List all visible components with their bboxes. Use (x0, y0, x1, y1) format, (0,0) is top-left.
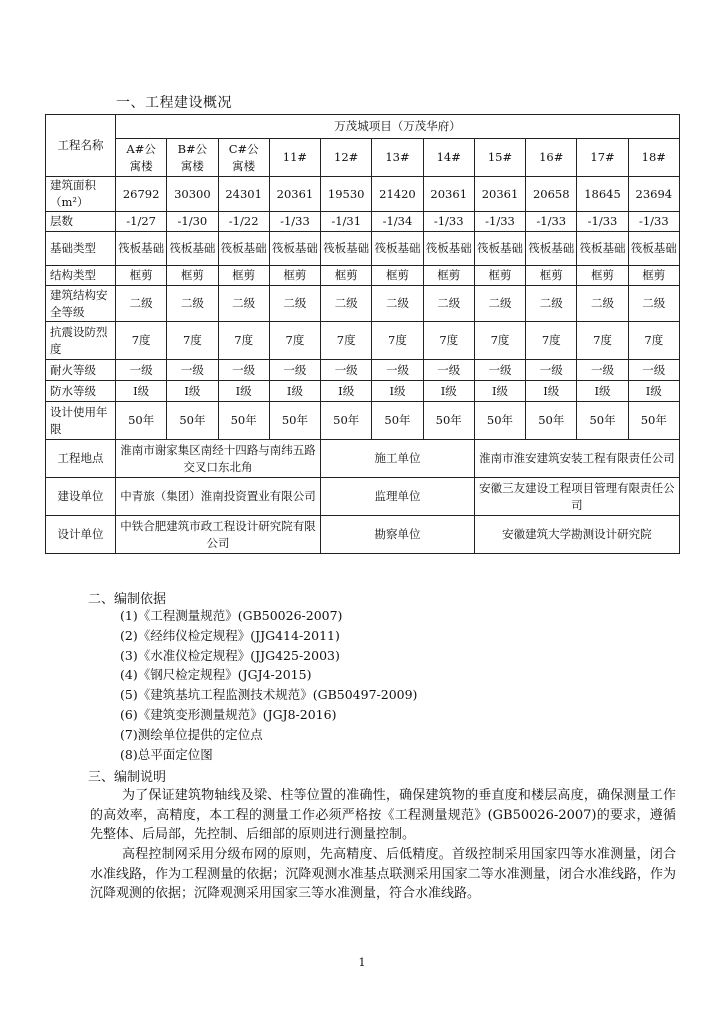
safety-cell: 二级 (372, 286, 423, 322)
fire-cell: 一级 (321, 360, 372, 381)
seismic-cell: 7度 (372, 322, 423, 360)
building-type: 寓楼 (180, 158, 204, 173)
safety-cell: 二级 (577, 286, 628, 322)
water-cell: Ⅰ级 (474, 381, 525, 402)
designer-label: 设计单位 (46, 516, 116, 554)
floors-cell: -1/22 (218, 212, 269, 232)
seismic-cell: 7度 (474, 322, 525, 360)
owner-value: 中青旅（集团）淮南投资置业有限公司 (116, 478, 321, 516)
reference-item: (1)《工程测量规范》(GB50026-2007) (120, 608, 343, 623)
supervisor-label: 监理单位 (321, 478, 475, 516)
survey-label: 勘察单位 (321, 516, 475, 554)
foundation-cell: 筏板基础 (218, 232, 269, 266)
designer-value: 中铁合肥建筑市政工程设计研究院有限公司 (116, 516, 321, 554)
seismic-cell: 7度 (628, 322, 679, 360)
area-cell: 18645 (577, 177, 628, 212)
foundation-cell: 筏板基础 (577, 232, 628, 266)
building-header (474, 139, 525, 177)
contractor-value: 淮南市淮安建筑安装工程有限责任公司 (474, 440, 679, 478)
fire-cell: 一级 (526, 360, 577, 381)
foundation-cell: 筏板基础 (474, 232, 525, 266)
life-cell: 50年 (628, 402, 679, 440)
area-cell: 30300 (167, 177, 218, 212)
reference-item: (3)《水准仪检定规程》(JJG425-2003) (120, 647, 340, 663)
safety-cell: 二级 (167, 286, 218, 322)
paragraph-2: 高程控制网采用分级布网的原则，先高精度、后低精度。首级控制采用国家四等水准测量，闭合水准线路，作为工程测量的依据；沉降观测水准基点联测采用国家二等水准测量，闭合水准线路，作为沉降观测的依据；沉降观测采用国家三等水准测量，符合水准线路。 (90, 847, 676, 902)
structure-cell: 框剪 (526, 266, 577, 286)
building-name: B#公 (177, 141, 208, 156)
foundation-cell: 筏板基础 (116, 232, 167, 266)
paragraph-1: 为了保证建筑物轴线及梁、柱等位置的准确性，确保建筑物的垂直度和楼层高度，确保测量工作的高效率，高精度，本工程的测量工作必须严格按《工程测量规范》(GB50026-2007)的要求，遵循先整体、后局部，先控制、后细部的原则进行测量控制。 (90, 788, 676, 843)
building-header (218, 139, 269, 177)
water-cell: Ⅰ级 (372, 381, 423, 402)
seismic-label: 抗震设防烈度 (46, 322, 116, 360)
foundation-cell: 筏板基础 (423, 232, 474, 266)
life-cell: 50年 (372, 402, 423, 440)
structure-label: 结构类型 (46, 266, 116, 286)
area-cell: 23694 (628, 177, 679, 212)
reference-item: (6)《建筑变形测量规范》(JGJ8-2016) (120, 706, 337, 722)
seismic-cell: 7度 (167, 322, 218, 360)
supervisor-value: 安徽三友建设工程项目管理有限责任公司 (474, 478, 679, 516)
section-2-title: 二、编制依据 (88, 592, 167, 607)
structure-cell: 框剪 (321, 266, 372, 286)
water-cell: Ⅰ级 (321, 381, 372, 402)
page-number: 1 (358, 956, 366, 969)
water-cell: Ⅰ级 (218, 381, 269, 402)
area-cell: 20361 (423, 177, 474, 212)
foundation-label: 基础类型 (46, 232, 116, 266)
water-cell: Ⅰ级 (577, 381, 628, 402)
floors-cell: -1/33 (423, 212, 474, 232)
seismic-cell: 7度 (269, 322, 320, 360)
water-cell: Ⅰ级 (116, 381, 167, 402)
floors-cell: -1/33 (628, 212, 679, 232)
building-header (628, 139, 679, 177)
foundation-cell: 筏板基础 (526, 232, 577, 266)
foundation-cell: 筏板基础 (167, 232, 218, 266)
building-header (116, 139, 167, 177)
area-cell: 24301 (218, 177, 269, 212)
structure-cell: 框剪 (269, 266, 320, 286)
building-header (269, 139, 320, 177)
area-cell: 20361 (474, 177, 525, 212)
section-1-title: 一、工程建设概况 (116, 95, 232, 111)
structure-cell: 框剪 (423, 266, 474, 286)
life-label: 设计使用年限 (46, 402, 116, 440)
structure-cell: 框剪 (167, 266, 218, 286)
reference-item: (8)总平面定位图 (120, 746, 213, 762)
structure-cell: 框剪 (218, 266, 269, 286)
section-3-title: 三、编制说明 (88, 770, 167, 785)
water-cell: Ⅰ级 (526, 381, 577, 402)
floors-cell: -1/33 (526, 212, 577, 232)
life-cell: 50年 (218, 402, 269, 440)
area-cell: 21420 (372, 177, 423, 212)
building-name: C#公 (228, 141, 259, 156)
building-type: 寓楼 (232, 158, 256, 173)
floors-cell: -1/30 (167, 212, 218, 232)
foundation-cell: 筏板基础 (372, 232, 423, 266)
safety-cell: 二级 (628, 286, 679, 322)
building-header (526, 139, 577, 177)
building-name: 13# (385, 150, 410, 164)
project-name-label: 工程名称 (46, 115, 116, 177)
area-cell: 19530 (321, 177, 372, 212)
area-label: 建筑面积（m²） (46, 177, 116, 212)
safety-cell: 二级 (116, 286, 167, 322)
structure-cell: 框剪 (577, 266, 628, 286)
floors-cell: -1/33 (474, 212, 525, 232)
life-cell: 50年 (423, 402, 474, 440)
fire-cell: 一级 (628, 360, 679, 381)
project-title: 万茂城项目（万茂华府） (116, 115, 680, 139)
life-cell: 50年 (116, 402, 167, 440)
structure-cell: 框剪 (628, 266, 679, 286)
foundation-cell: 筏板基础 (269, 232, 320, 266)
life-cell: 50年 (474, 402, 525, 440)
seismic-cell: 7度 (116, 322, 167, 360)
water-cell: Ⅰ级 (167, 381, 218, 402)
life-cell: 50年 (526, 402, 577, 440)
reference-list (120, 606, 417, 764)
seismic-cell: 7度 (526, 322, 577, 360)
owner-label: 建设单位 (46, 478, 116, 516)
building-name: 16# (539, 150, 564, 164)
reference-item: (7)测绘单位提供的定位点 (120, 726, 263, 742)
building-type: 寓楼 (129, 158, 153, 173)
building-name: A#公 (126, 141, 156, 156)
life-cell: 50年 (269, 402, 320, 440)
water-cell: Ⅰ级 (628, 381, 679, 402)
location-value: 淮南市谢家集区南经十四路与南纬五路交叉口东北角 (116, 440, 321, 478)
seismic-cell: 7度 (321, 322, 372, 360)
life-cell: 50年 (167, 402, 218, 440)
seismic-cell: 7度 (423, 322, 474, 360)
seismic-cell: 7度 (218, 322, 269, 360)
floors-cell: -1/33 (577, 212, 628, 232)
structure-cell: 框剪 (116, 266, 167, 286)
building-name: 12# (334, 150, 359, 164)
safety-cell: 二级 (218, 286, 269, 322)
building-header (577, 139, 628, 177)
safety-cell: 二级 (423, 286, 474, 322)
contractor-label: 施工单位 (321, 440, 475, 478)
floors-label: 层数 (46, 212, 116, 232)
fire-cell: 一级 (116, 360, 167, 381)
floors-cell: -1/27 (116, 212, 167, 232)
floors-cell: -1/33 (269, 212, 320, 232)
water-cell: Ⅰ级 (269, 381, 320, 402)
structure-cell: 框剪 (474, 266, 525, 286)
building-header (321, 139, 372, 177)
building-name: 17# (590, 150, 615, 164)
reference-item: (4)《钢尺检定规程》(JGJ4-2015) (120, 667, 312, 683)
fire-label: 耐火等级 (46, 360, 116, 381)
building-header (423, 139, 474, 177)
project-overview-table (45, 114, 680, 554)
area-cell: 20658 (526, 177, 577, 212)
safety-cell: 二级 (321, 286, 372, 322)
water-label: 防水等级 (46, 381, 116, 402)
fire-cell: 一级 (269, 360, 320, 381)
water-cell: Ⅰ级 (423, 381, 474, 402)
reference-item: (5)《建筑基坑工程监测技术规范》(GB50497-2009) (120, 687, 418, 703)
fire-cell: 一级 (167, 360, 218, 381)
survey-value: 安徽建筑大学勘测设计研究院 (474, 516, 679, 554)
life-cell: 50年 (321, 402, 372, 440)
building-name: 11# (282, 150, 308, 164)
location-label: 工程地点 (46, 440, 116, 478)
reference-item: (2)《经纬仪检定规程》(JJG414-2011) (120, 627, 340, 643)
safety-cell: 二级 (474, 286, 525, 322)
safety-cell: 二级 (269, 286, 320, 322)
fire-cell: 一级 (423, 360, 474, 381)
fire-cell: 一级 (218, 360, 269, 381)
floors-cell: -1/31 (321, 212, 372, 232)
building-header (372, 139, 423, 177)
fire-cell: 一级 (474, 360, 525, 381)
building-name: 18# (641, 150, 666, 164)
safety-label: 建筑结构安全等级 (46, 286, 116, 322)
seismic-cell: 7度 (577, 322, 628, 360)
building-name: 15# (487, 150, 513, 164)
floors-cell: -1/34 (372, 212, 423, 232)
structure-cell: 框剪 (372, 266, 423, 286)
building-header (167, 139, 218, 177)
life-cell: 50年 (577, 402, 628, 440)
area-cell: 26792 (116, 177, 167, 212)
foundation-cell: 筏板基础 (321, 232, 372, 266)
safety-cell: 二级 (526, 286, 577, 322)
area-cell: 20361 (269, 177, 320, 212)
foundation-cell: 筏板基础 (628, 232, 679, 266)
building-name: 14# (436, 150, 461, 164)
fire-cell: 一级 (372, 360, 423, 381)
fire-cell: 一级 (577, 360, 628, 381)
